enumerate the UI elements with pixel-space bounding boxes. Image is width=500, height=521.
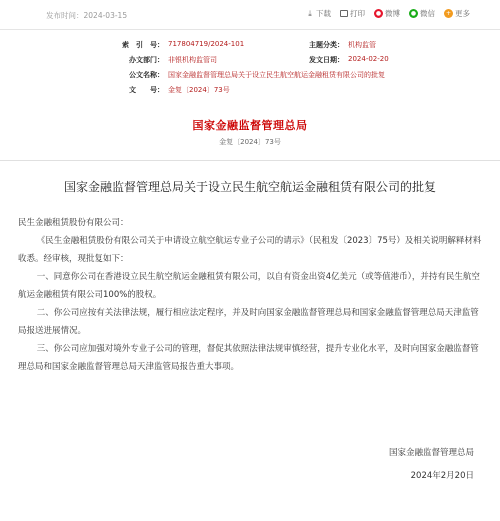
more-icon: + <box>445 10 452 17</box>
publish-label: 发布时间： <box>46 11 84 20</box>
issuer-heading: 国家金融监督管理总局 <box>192 119 308 132</box>
name-value: 国家金融监督管理总局关于设立民生航空航运金融租赁有限公司的批复 <box>168 71 385 79</box>
weibo-icon: ● <box>375 10 382 17</box>
top-bar <box>0 0 500 30</box>
index-label: 索 引 号： <box>122 41 164 49</box>
divider <box>0 160 500 161</box>
index-value: 717804719/2024-101 <box>168 40 245 48</box>
more-label: 更多 <box>455 9 470 18</box>
number-label: 文 号： <box>129 86 164 94</box>
meta-row-number <box>120 85 420 100</box>
category-label: 主题分类： <box>309 41 344 49</box>
name-label: 公文名称： <box>129 71 164 79</box>
document-meta <box>120 40 420 100</box>
download-button[interactable] <box>306 8 331 19</box>
number-value: 金复〔2024〕73号 <box>168 86 230 94</box>
download-label: 下载 <box>316 9 331 18</box>
paragraph-three: 三、你公司应加强对境外专业子公司的管理，督促其依照法律法规审慎经营，提升专业化水平，及时向国家金融监督管理总局和国家金融监督管理总局天津监管局报告重大事项。 <box>18 344 479 372</box>
wechat-share-button[interactable] <box>409 8 435 19</box>
paragraph-two: 二、你公司应按有关法律法规，履行相应法定程序，并及时向国家金融监督管理总局和国家金融监督管理总局天津监管局报送进展情况。 <box>18 308 479 336</box>
sign-date: 2024年2月20日 <box>410 471 474 481</box>
more-share-button[interactable] <box>444 8 470 19</box>
category-value: 机构监管 <box>348 41 376 49</box>
meta-row-index <box>120 40 420 55</box>
print-label: 打印 <box>350 9 365 18</box>
meta-row-name <box>120 70 420 85</box>
recipient: 民生金融租赁股份有限公司： <box>18 218 129 228</box>
date-label: 发文日期： <box>309 56 344 64</box>
download-icon: ⤓ <box>308 9 312 18</box>
document-body <box>18 214 486 376</box>
paragraph-intro: 《民生金融租赁股份有限公司关于申请设立航空航运专业子公司的请示》（民租发〔2023〕75号）及相关说明解释材料收悉。经审核，现批复如下： <box>18 236 482 264</box>
paragraph-one: 一、同意你公司在香港设立民生航空航运金融租赁有限公司，以自有资金出资4亿美元（或等值港币），并持有民生航空航运金融租赁有限公司100%的股权。 <box>18 272 480 300</box>
publish-date <box>46 10 127 21</box>
office-label: 办文部门： <box>129 56 164 64</box>
wechat-label: 微信 <box>420 9 435 18</box>
date-value: 2024-02-20 <box>348 55 389 63</box>
wechat-icon: ● <box>410 10 417 17</box>
signature: 国家金融监督管理总局 <box>388 448 474 458</box>
document-number: 金复〔2024〕73号 <box>219 138 281 146</box>
print-button[interactable] <box>340 8 365 19</box>
meta-row-office <box>120 55 420 70</box>
office-value: 非银机构监管司 <box>168 56 217 64</box>
print-icon <box>340 10 348 17</box>
share-actions <box>306 8 470 19</box>
document-title: 国家金融监督管理总局关于设立民生航空航运金融租赁有限公司的批复 <box>63 180 436 194</box>
publish-date-value: 2024-03-15 <box>83 11 128 20</box>
weibo-share-button[interactable] <box>374 8 400 19</box>
weibo-label: 微博 <box>385 9 400 18</box>
